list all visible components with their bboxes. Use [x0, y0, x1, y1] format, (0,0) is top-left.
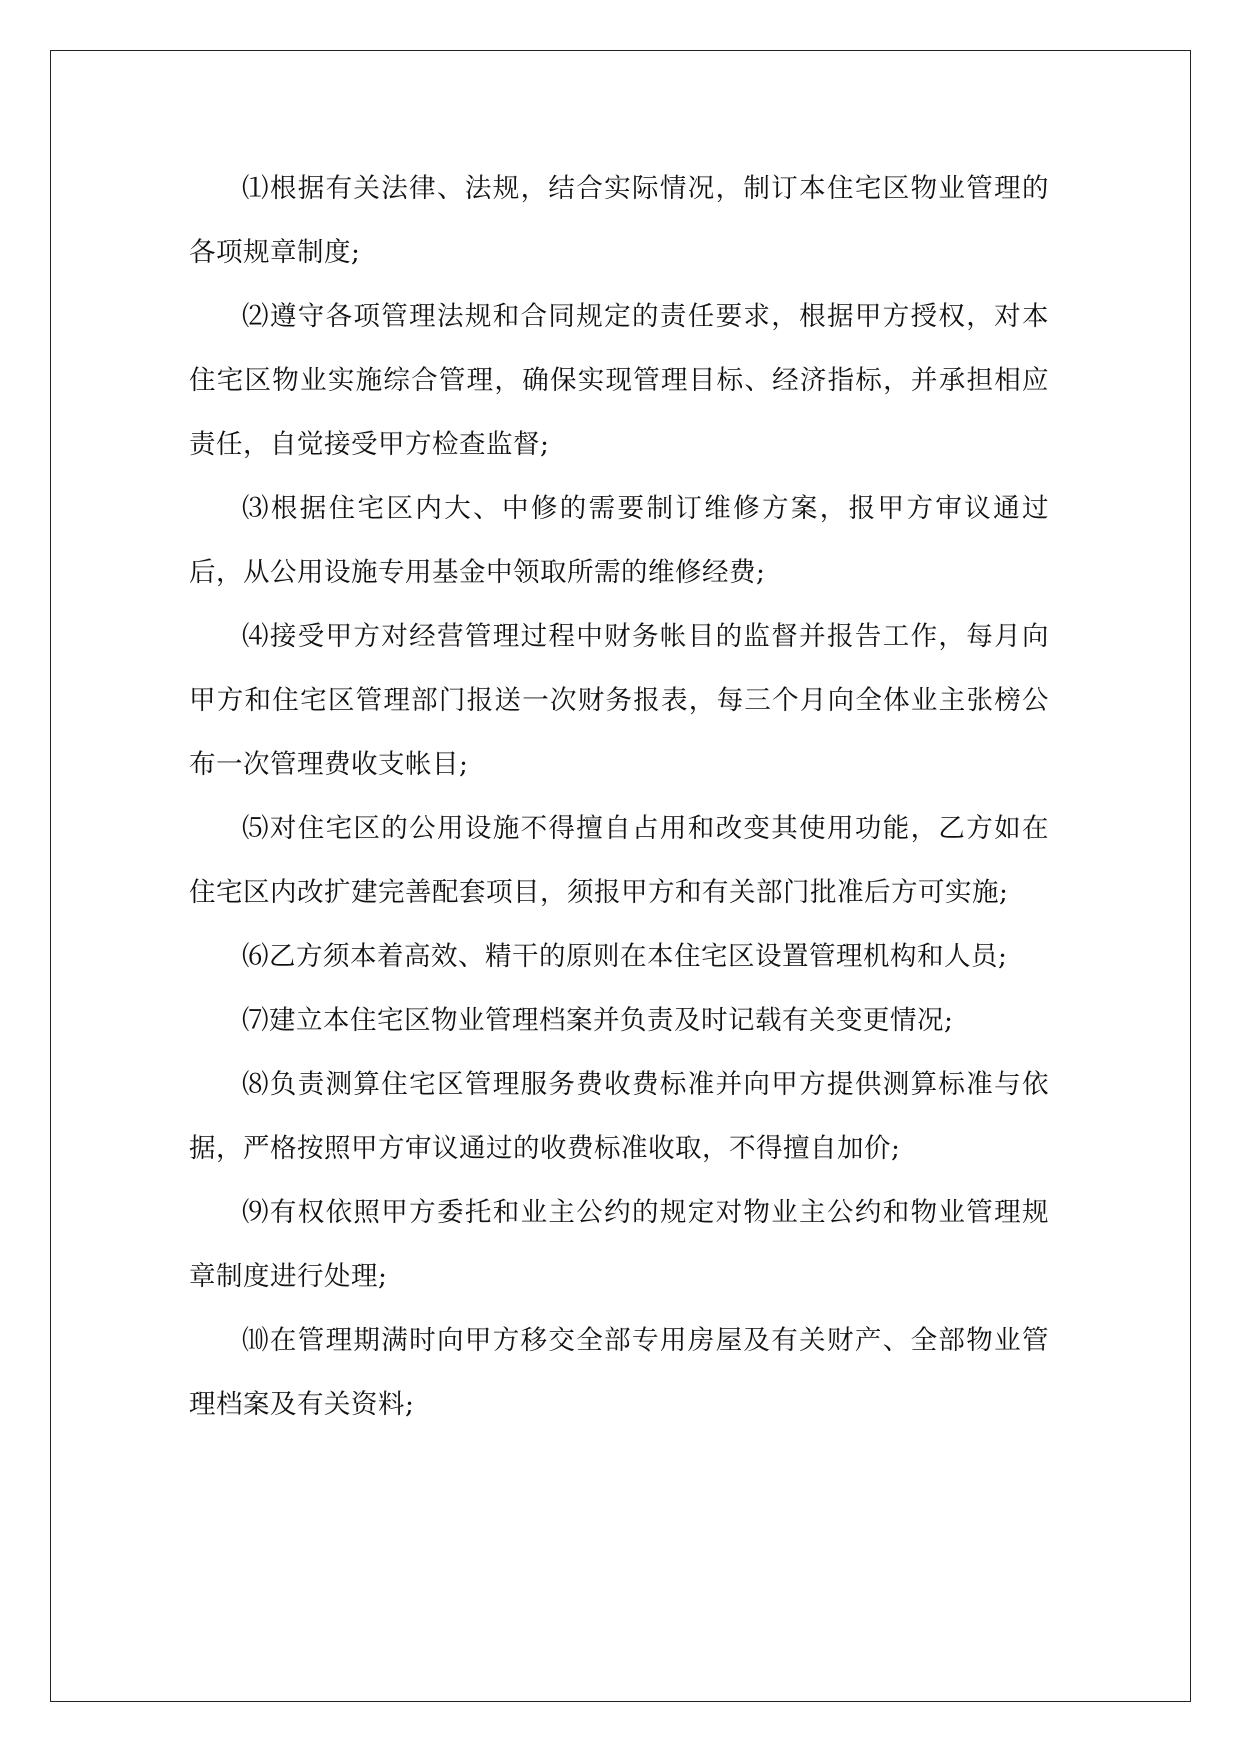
paragraph-9: ⑼有权依照甲方委托和业主公约的规定对物业主公约和物业管理规章制度进行处理; — [189, 1197, 1049, 1292]
paragraph-8: ⑻负责测算住宅区管理服务费收费标准并向甲方提供测算标准与依据，严格按照甲方审议通过的收费标准收取，不得擅自加价; — [189, 1069, 1049, 1164]
paragraph-10: ⑽在管理期满时向甲方移交全部专用房屋及有关财产、全部物业管理档案及有关资料; — [189, 1325, 1049, 1420]
paragraph-5: ⑸对住宅区的公用设施不得擅自占用和改变其使用功能，乙方如在住宅区内改扩建完善配套项目，须报甲方和有关部门批准后方可实施; — [189, 813, 1049, 908]
paragraph-2: ⑵遵守各项管理法规和合同规定的责任要求，根据甲方授权，对本住宅区物业实施综合管理，确保实现管理目标、经济指标，并承担相应责任，自觉接受甲方检查监督; — [189, 301, 1049, 460]
paragraph-6: ⑹乙方须本着高效、精干的原则在本住宅区设置管理机构和人员; — [242, 941, 1008, 972]
paragraph-3: ⑶根据住宅区内大、中修的需要制订维修方案，报甲方审议通过后，从公用设施专用基金中领取所需的维修经费; — [189, 493, 1049, 588]
paragraph-1: ⑴根据有关法律、法规，结合实际情况，制订本住宅区物业管理的各项规章制度; — [189, 173, 1049, 268]
document-body — [189, 157, 1049, 1437]
paragraph-7: ⑺建立本住宅区物业管理档案并负责及时记载有关变更情况; — [242, 1005, 954, 1036]
paragraph-4: ⑷接受甲方对经营管理过程中财务帐目的监督并报告工作，每月向甲方和住宅区管理部门报送一次财务报表，每三个月向全体业主张榜公布一次管理费收支帐目; — [189, 621, 1049, 780]
